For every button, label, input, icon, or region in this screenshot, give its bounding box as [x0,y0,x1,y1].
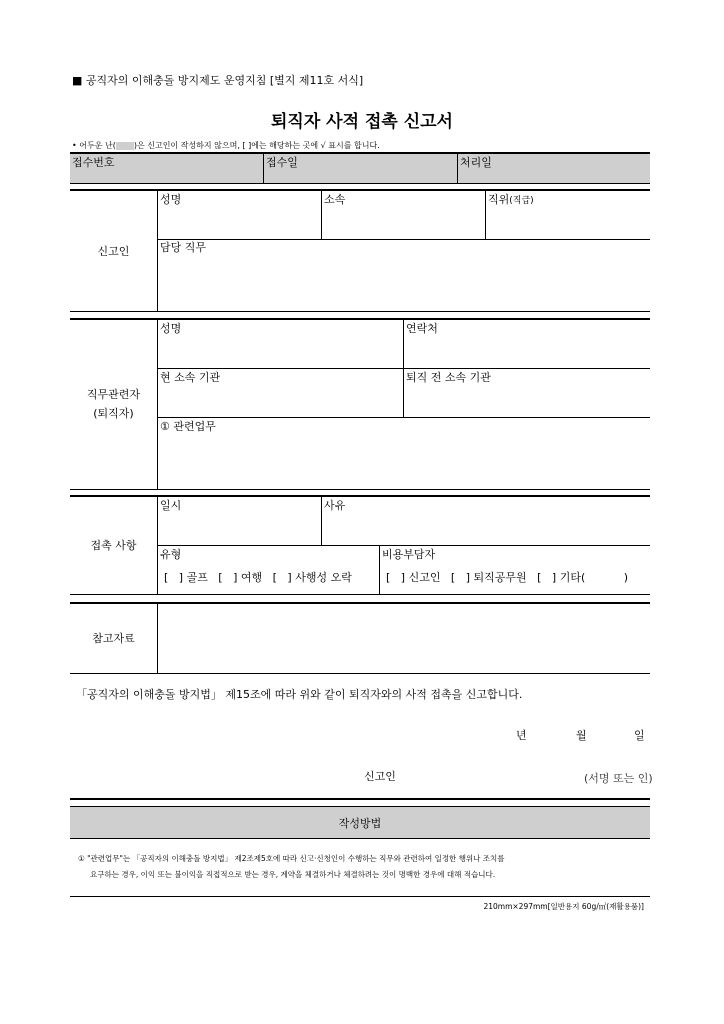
divider [379,545,380,594]
signature-note: (서명 또는 인) [584,772,653,785]
reporter-name-label: 성명 [160,193,182,206]
payer-label: 비용부담자 [382,548,436,561]
divider [70,183,650,184]
divider [321,190,322,239]
process-date-label: 처리일 [460,156,492,169]
retiree-section-sublabel: (퇴직자) [93,407,134,420]
paper-spec: 210mm×297mm[일반용지 60g/㎡(재활용품)] [483,902,644,911]
retiree-section-label: 직무관련자 [86,388,141,401]
retiree-name-label: 성명 [160,322,182,335]
divider [70,489,650,490]
guide-note-line1: ① "관련업무"는 「공직자의 이해충돌 방지법」 제2조제5호에 따라 신고·신청인이 수행하는 직무와 관련하여 일정한 행위나 조치를 [78,854,505,863]
contact-type-options[interactable]: [ ] 골프 [ ] 여행 [ ] 사행성 오락 [164,571,352,584]
related-duty-label: ① 관련업무 [160,420,216,433]
divider [70,798,650,800]
signer-label: 신고인 [364,770,396,783]
contact-reason-label: 사유 [324,499,346,512]
divider [263,153,264,183]
payer-options[interactable]: [ ] 신고인 [ ] 퇴직공무원 [ ] 기타( ) [386,571,628,584]
reporter-section-label: 신고인 [97,245,130,258]
divider [70,152,650,154]
divider [157,190,158,311]
shaded-sample [116,142,134,150]
contact-section-label: 접촉 사항 [90,539,137,552]
divider [70,594,650,595]
divider [157,319,158,489]
date-year-label: 년 [516,729,527,742]
divider [457,153,458,183]
divider [321,496,322,545]
divider [157,368,650,369]
form-caption: ■ 공직자의 이해충돌 방지제도 운영지침 [별지 제11호 서식] [72,74,364,87]
receipt-bar [70,152,650,183]
date-day-label: 일 [634,729,645,742]
declaration-text: 「공직자의 이해충돌 방지법」 제15조에 따라 위와 같이 퇴직자와의 사적 접촉을 신고합니다. [76,688,523,701]
receipt-date-label: 접수일 [266,156,298,169]
divider [485,190,486,239]
reporter-duty-label: 담당 직무 [160,241,207,254]
reporter-position-label: 직위(직급) [488,193,534,206]
divider [157,239,650,240]
date-month-label: 월 [576,729,587,742]
previous-org-label: 퇴직 전 소속 기관 [406,371,491,384]
instruction-text: • 어두운 난( )은 신고인이 작성하지 않으며, [ ]에는 해당하는 곳에 √ 표시를 합니다. [72,141,380,150]
reporter-affiliation-label: 소속 [324,193,346,206]
guide-note-line2: 요구하는 경우, 이익 또는 불이익을 직접적으로 받는 경우, 계약을 체결하거나 체결하려는 것이 명백한 경우에 대해 적습니다. [90,870,496,879]
divider [70,806,650,807]
receipt-number-label: 접수번호 [72,156,115,169]
divider [157,417,650,418]
divider [70,311,650,312]
current-org-label: 현 소속 기관 [160,371,221,384]
contact-type-label: 유형 [160,548,182,561]
retiree-contact-label: 연락처 [406,322,438,335]
contact-datetime-label: 일시 [160,499,182,512]
reference-section-label: 참고자료 [92,632,135,645]
page-title: 퇴직자 사적 접촉 신고서 [271,112,453,132]
divider [70,673,650,674]
divider [70,896,650,897]
divider [70,838,650,839]
guide-title: 작성방법 [338,817,382,830]
divider [157,603,158,673]
